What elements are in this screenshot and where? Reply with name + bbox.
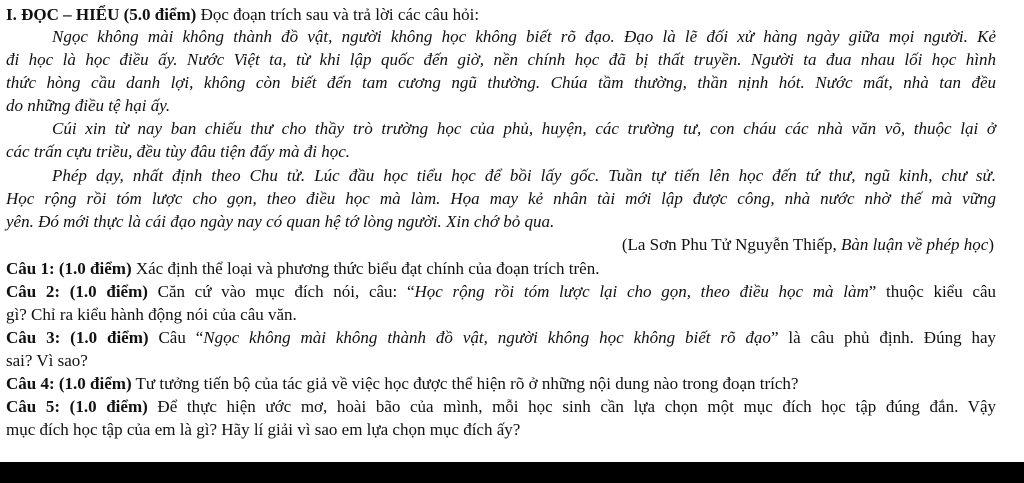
question-5-text: Để thực hiện ước mơ, hoài bão của mình, mỗi học sinh cần lựa chọn một mục đích học tập đúng đắn. Vậy: [147, 397, 996, 416]
passage-p1-line-3: thức hòng cầu danh lợi, không còn biết đến tam cương ngũ thường. Chúa tầm thường, thần nịnh hót. Nước mất, nhà tan đều: [6, 73, 996, 92]
question-2-line-1: [6, 281, 996, 303]
passage-p3-line-3: yên. Đó mới thực là cái đạo ngày nay có quan hệ tớ lòng người. Xin chớ bỏ qua.: [6, 212, 555, 231]
question-1-label: Câu 1: (1.0 điểm): [6, 259, 132, 278]
question-2-post: ” thuộc kiểu câu: [868, 282, 996, 301]
question-3-post: ” là câu phủ định. Đúng hay: [770, 328, 997, 347]
question-2-quote: Học rộng rồi tóm lược lại cho gọn, theo điều học mà làm: [414, 282, 869, 301]
question-1: [6, 258, 599, 280]
section-instruction: Đọc đoạn trích sau và trả lời các câu hỏi:: [200, 5, 480, 24]
passage-p1-line-1: Ngọc không mài không thành đồ vật, người không học không biết rõ đạo. Đạo là lẽ đối xử hàng ngày giữa mọi người. Kẻ: [52, 27, 996, 46]
question-3-line-1: [6, 327, 996, 349]
passage-p1-line-4: do những điều tệ hại ấy.: [6, 96, 171, 115]
passage-p1-line-2: đi học là học điều ấy. Nước Việt ta, từ khi lập quốc đến giờ, nền chính học đã bị thất truyền. Người ta đua nhau lối học hình: [6, 50, 996, 69]
question-3-label: Câu 3: (1.0 điểm): [6, 328, 149, 347]
question-4-label: Câu 4: (1.0 điểm): [6, 374, 132, 393]
passage-p3-line-1: Phép dạy, nhất định theo Chu tử. Lúc đầu học tiểu học để bồi lấy gốc. Tuần tự tiến lên học đến tứ thư, ngũ kinh, chư sử.: [52, 166, 996, 185]
question-2-label: Câu 2: (1.0 điểm): [6, 282, 148, 301]
question-3-quote: Ngọc không mài không thành đồ vật, người không học không biết rõ đạo: [203, 328, 771, 347]
source-author: (La Sơn Phu Tử Nguyễn Thiếp,: [621, 235, 842, 254]
source-title: Bàn luận về phép học: [841, 235, 989, 254]
passage-p2-line-1: Cúi xin từ nay ban chiếu thư cho thầy trò trường học của phủ, huyện, các trường tư, con cháu các nhà văn võ, thuộc lại ở: [52, 119, 996, 138]
question-2-pre: Căn cứ vào mục đích nói, câu: “: [147, 282, 415, 301]
question-5-line-1: [6, 396, 996, 418]
question-3-line-2: sai? Vì sao?: [6, 351, 88, 370]
passage-p2-line-2: các trấn cựu triều, đều tùy đâu tiện đấy mà đi học.: [6, 142, 351, 161]
question-4-text: Tư tưởng tiến bộ của tác giả về việc học được thể hiện rõ ở những nội dung nào trong đoạn trích?: [131, 374, 799, 393]
passage-p3-line-2: Học rộng rồi tóm lược cho gọn, theo điều học mà làm. Họa may kẻ nhân tài mới lập được công, nhà nước nhờ thế mà vững: [6, 189, 996, 208]
question-5-line-2: mục đích học tập của em là gì? Hãy lí giải vì sao em lựa chọn mục đích ấy?: [6, 420, 521, 439]
question-1-text: Xác định thể loại và phương thức biểu đạt chính của đoạn trích trên.: [131, 259, 600, 278]
question-3-pre: Câu “: [148, 328, 204, 347]
source-close: ): [988, 235, 994, 254]
question-2-line-2: gì? Chỉ ra kiểu hành động nói của câu văn.: [6, 305, 297, 324]
section-heading: I. ĐỌC – HIỂU (5.0 điểm): [6, 5, 197, 24]
question-5-label: Câu 5: (1.0 điểm): [6, 397, 148, 416]
question-4: [6, 373, 798, 395]
passage-source: [622, 234, 994, 256]
bottom-black-bar: [0, 462, 1024, 483]
section-heading-line: [6, 4, 479, 26]
